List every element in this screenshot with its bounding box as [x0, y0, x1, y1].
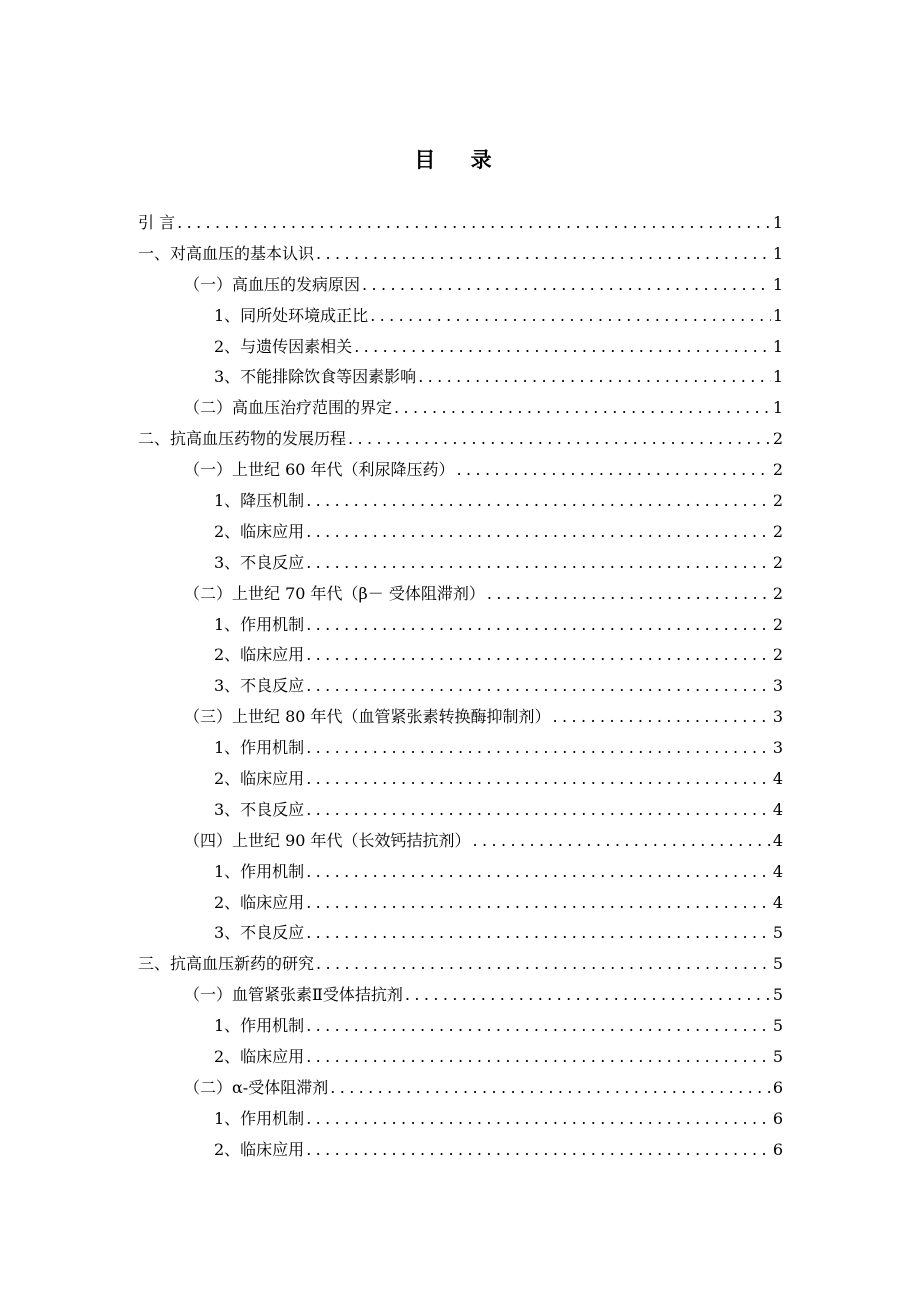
toc-entry[interactable] [138, 888, 783, 919]
toc-entry[interactable] [138, 239, 783, 270]
toc-entry-label: （三）上世纪 80 年代（血管紧张素转换酶抑制剂） [184, 707, 551, 727]
toc-dot-leader [362, 270, 771, 301]
toc-entry-page-number: 1 [772, 336, 783, 356]
toc-entry-page-number: 1 [772, 213, 783, 232]
toc-entry[interactable] [138, 702, 783, 733]
toc-dot-leader [354, 332, 771, 363]
toc-entry[interactable] [138, 795, 783, 826]
toc-entry-page-number: 5 [772, 985, 783, 1005]
toc-dot-leader [306, 795, 771, 826]
toc-entry[interactable] [138, 301, 783, 332]
toc-entry-page-number: 2 [772, 552, 783, 572]
toc-entry-page-number: 2 [772, 521, 783, 541]
toc-entry-label: 1、同所处环境成正比 [214, 305, 369, 325]
toc-entry-page-number: 4 [772, 799, 783, 819]
toc-entry-page-number: 4 [772, 861, 783, 881]
toc-dot-leader [306, 857, 771, 888]
toc-dot-leader [487, 579, 771, 610]
toc-dot-leader [177, 208, 771, 239]
toc-entry[interactable] [138, 362, 783, 393]
toc-entry[interactable] [138, 579, 783, 610]
toc-entry[interactable] [138, 270, 783, 301]
toc-dot-leader [306, 733, 771, 764]
toc-entry-page-number: 4 [772, 830, 783, 850]
toc-entry-label: 2、与遗传因素相关 [214, 336, 353, 356]
toc-entry[interactable] [138, 548, 783, 579]
page-title: 目 录 [414, 148, 506, 172]
toc-dot-leader [370, 301, 771, 332]
toc-entry-label: 二、抗高血压药物的发展历程 [138, 429, 347, 449]
toc-dot-leader [473, 826, 771, 857]
toc-entry-label: 2、临床应用 [214, 1139, 305, 1159]
toc-entry[interactable] [138, 1135, 783, 1166]
toc-dot-leader [306, 1135, 771, 1166]
toc-entry[interactable] [138, 424, 783, 455]
toc-entry-label: （二）α-受体阻滞剂 [184, 1077, 329, 1097]
toc-entry-label: 一、对高血压的基本认识 [138, 243, 315, 263]
toc-dot-leader [316, 239, 771, 270]
toc-entry-label: （二）上世纪 70 年代（β－ 受体阻滞剂） [184, 583, 485, 603]
toc-entry-page-number: 6 [772, 1077, 783, 1097]
toc-entry-label: 3、不良反应 [214, 552, 305, 572]
toc-entry[interactable] [138, 455, 783, 486]
toc-entry[interactable] [138, 1011, 783, 1042]
toc-entry-label: （四）上世纪 90 年代（长效钙拮抗剂） [184, 830, 471, 850]
toc-entry-page-number: 1 [772, 274, 783, 294]
toc-entry-label: 1、作用机制 [214, 738, 305, 758]
toc-entry[interactable] [138, 640, 783, 671]
toc-entry[interactable] [138, 980, 783, 1011]
toc-dot-leader [306, 1104, 771, 1135]
toc-entry-label: 1、作用机制 [214, 1016, 305, 1036]
toc-dot-leader [306, 888, 771, 919]
toc-entry-label: 2、临床应用 [214, 892, 305, 912]
toc-entry[interactable] [138, 857, 783, 888]
toc-entry-label: 3、不良反应 [214, 799, 305, 819]
toc-entry-label: 3、不能排除饮食等因素影响 [214, 367, 417, 387]
toc-dot-leader [306, 671, 771, 702]
toc-entry[interactable] [138, 610, 783, 641]
toc-entry-page-number: 2 [772, 614, 783, 634]
toc-dot-leader [306, 548, 771, 579]
toc-entry-page-number: 5 [772, 954, 783, 974]
toc-entry-label: 1、作用机制 [214, 861, 305, 881]
toc-entry[interactable] [138, 208, 783, 239]
toc-entry-page-number: 1 [772, 305, 783, 325]
toc-entry-page-number: 4 [772, 892, 783, 912]
toc-entry-label: 2、临床应用 [214, 1047, 305, 1067]
toc-dot-leader [306, 610, 771, 641]
toc-entry-page-number: 1 [772, 243, 783, 263]
toc-entry-label: 引 言 [138, 213, 176, 232]
toc-entry[interactable] [138, 826, 783, 857]
table-of-contents [138, 208, 783, 1166]
toc-entry-page-number: 5 [772, 923, 783, 943]
toc-dot-leader [316, 949, 771, 980]
toc-entry[interactable] [138, 918, 783, 949]
toc-entry-label: 1、降压机制 [214, 491, 305, 511]
toc-entry-page-number: 5 [772, 1016, 783, 1036]
toc-entry-page-number: 5 [772, 1047, 783, 1067]
toc-entry-page-number: 2 [772, 429, 783, 449]
toc-entry-page-number: 2 [772, 491, 783, 511]
toc-entry[interactable] [138, 486, 783, 517]
toc-entry-label: 2、临床应用 [214, 769, 305, 789]
toc-dot-leader [306, 640, 771, 671]
toc-entry[interactable] [138, 1104, 783, 1135]
toc-entry-page-number: 1 [772, 367, 783, 387]
toc-entry-label: 1、作用机制 [214, 614, 305, 634]
toc-dot-leader [306, 1042, 771, 1073]
toc-entry[interactable] [138, 393, 783, 424]
toc-dot-leader [306, 517, 771, 548]
toc-entry-label: （一）上世纪 60 年代（利尿降压药） [184, 460, 455, 480]
toc-entry-label: （一）血管紧张素Ⅱ受体拮抗剂 [184, 985, 403, 1005]
toc-entry[interactable] [138, 517, 783, 548]
toc-entry-label: 三、抗高血压新药的研究 [138, 954, 315, 974]
toc-entry-label: 3、不良反应 [214, 923, 305, 943]
toc-entry-label: 3、不良反应 [214, 676, 305, 696]
toc-dot-leader [306, 486, 771, 517]
toc-dot-leader [394, 393, 771, 424]
toc-dot-leader [348, 424, 771, 455]
toc-entry-page-number: 2 [772, 583, 783, 603]
toc-entry[interactable] [138, 671, 783, 702]
toc-entry-label: 1、作用机制 [214, 1108, 305, 1128]
toc-entry-page-number: 3 [772, 738, 783, 758]
toc-entry-label: （一）高血压的发病原因 [184, 274, 361, 294]
toc-entry[interactable] [138, 949, 783, 980]
toc-entry[interactable] [138, 764, 783, 795]
toc-entry-page-number: 4 [772, 769, 783, 789]
toc-entry[interactable] [138, 1042, 783, 1073]
toc-entry-label: 2、临床应用 [214, 521, 305, 541]
toc-entry[interactable] [138, 1073, 783, 1104]
toc-entry-page-number: 1 [772, 398, 783, 418]
toc-entry-page-number: 2 [772, 645, 783, 665]
toc-dot-leader [330, 1073, 771, 1104]
toc-entry-page-number: 3 [772, 707, 783, 727]
toc-dot-leader [306, 1011, 771, 1042]
toc-dot-leader [306, 764, 771, 795]
toc-entry-page-number: 6 [772, 1139, 783, 1159]
toc-dot-leader [306, 918, 771, 949]
toc-entry[interactable] [138, 332, 783, 363]
toc-entry-label: （二）高血压治疗范围的界定 [184, 398, 393, 418]
toc-dot-leader [405, 980, 771, 1011]
toc-entry-page-number: 6 [772, 1108, 783, 1128]
toc-entry-label: 2、临床应用 [214, 645, 305, 665]
toc-dot-leader [457, 455, 771, 486]
toc-entry[interactable] [138, 733, 783, 764]
toc-entry-page-number: 3 [772, 676, 783, 696]
toc-dot-leader [553, 702, 771, 733]
toc-dot-leader [418, 362, 771, 393]
toc-entry-page-number: 2 [772, 460, 783, 480]
